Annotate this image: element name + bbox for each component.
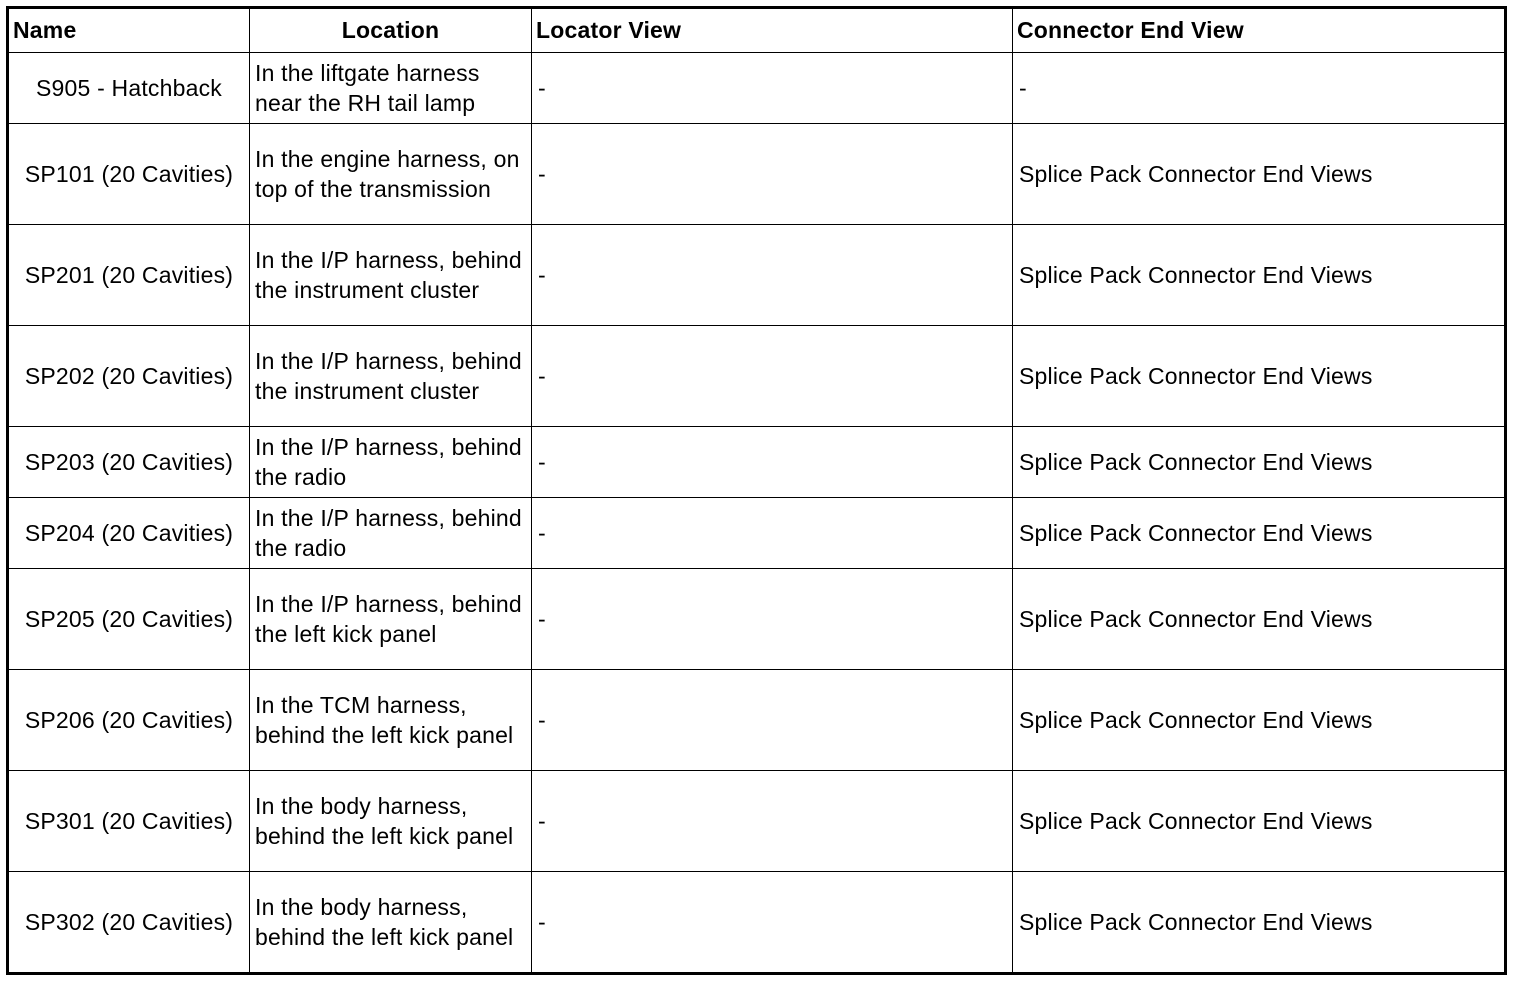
cell-location: In the I/P harness, behind the radio [250,427,532,498]
cell-name: SP203 (20 Cavities) [8,427,250,498]
cell-name: SP204 (20 Cavities) [8,498,250,569]
cell-locator-view: - [532,498,1013,569]
cell-name: S905 - Hatchback [8,53,250,124]
table-row [8,670,1506,771]
cell-name: SP302 (20 Cavities) [8,872,250,974]
cell-connector-end-view: Splice Pack Connector End Views [1013,498,1506,569]
cell-location: In the I/P harness, behind the left kick panel [250,569,532,670]
table-row [8,326,1506,427]
cell-locator-view: - [532,326,1013,427]
cell-location: In the TCM harness, behind the left kick panel [250,670,532,771]
cell-name: SP201 (20 Cavities) [8,225,250,326]
cell-connector-end-view: Splice Pack Connector End Views [1013,124,1506,225]
table-header-row [8,8,1506,53]
cell-connector-end-view: Splice Pack Connector End Views [1013,771,1506,872]
cell-name: SP301 (20 Cavities) [8,771,250,872]
header-location: Location [250,8,532,53]
table-row [8,498,1506,569]
table-row [8,53,1506,124]
cell-locator-view: - [532,53,1013,124]
cell-location: In the I/P harness, behind the instrument cluster [250,326,532,427]
cell-locator-view: - [532,670,1013,771]
cell-locator-view: - [532,872,1013,974]
cell-connector-end-view: Splice Pack Connector End Views [1013,569,1506,670]
cell-connector-end-view: - [1013,53,1506,124]
cell-locator-view: - [532,569,1013,670]
cell-locator-view: - [532,124,1013,225]
splice-location-table [6,6,1507,975]
cell-name: SP202 (20 Cavities) [8,326,250,427]
cell-location: In the I/P harness, behind the radio [250,498,532,569]
header-locator-view: Locator View [532,8,1013,53]
cell-name: SP101 (20 Cavities) [8,124,250,225]
header-name: Name [8,8,250,53]
cell-connector-end-view: Splice Pack Connector End Views [1013,225,1506,326]
table-row [8,872,1506,974]
cell-connector-end-view: Splice Pack Connector End Views [1013,670,1506,771]
cell-locator-view: - [532,225,1013,326]
cell-locator-view: - [532,771,1013,872]
cell-connector-end-view: Splice Pack Connector End Views [1013,427,1506,498]
table-row [8,569,1506,670]
cell-location: In the I/P harness, behind the instrument cluster [250,225,532,326]
cell-location: In the liftgate harness near the RH tail lamp [250,53,532,124]
cell-locator-view: - [532,427,1013,498]
cell-location: In the engine harness, on top of the transmission [250,124,532,225]
cell-location: In the body harness, behind the left kick panel [250,872,532,974]
cell-name: SP206 (20 Cavities) [8,670,250,771]
table-row [8,771,1506,872]
cell-connector-end-view: Splice Pack Connector End Views [1013,326,1506,427]
table-row [8,225,1506,326]
table-row [8,124,1506,225]
cell-name: SP205 (20 Cavities) [8,569,250,670]
cell-location: In the body harness, behind the left kick panel [250,771,532,872]
header-connector-end-view: Connector End View [1013,8,1506,53]
table-row [8,427,1506,498]
cell-connector-end-view: Splice Pack Connector End Views [1013,872,1506,974]
